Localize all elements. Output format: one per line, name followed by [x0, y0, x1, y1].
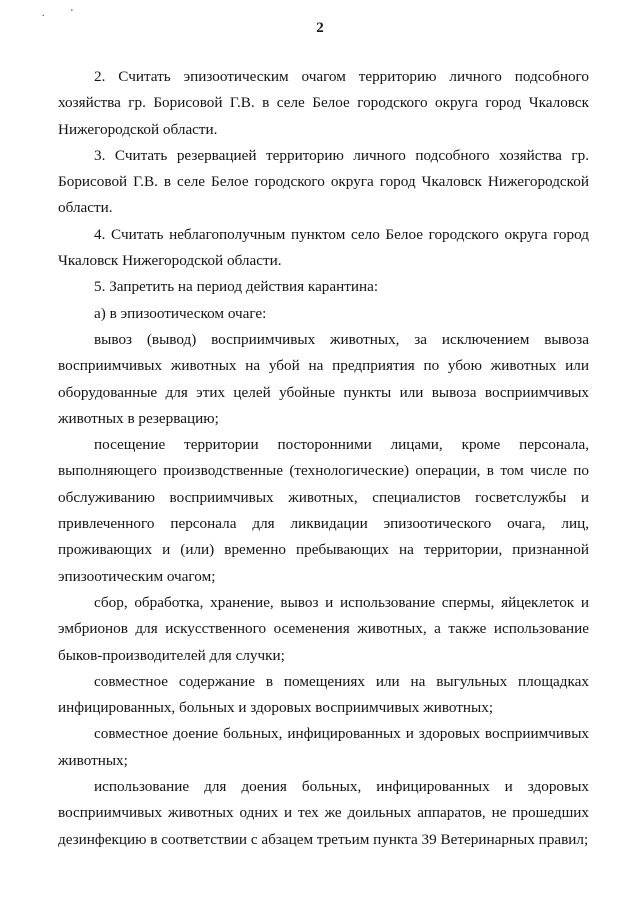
margin-mark: . ': [42, 8, 85, 19]
clause-visitor-access: посещение территории посторонними лицами, кроме персонала, выполняющего производственные (технологические) операции, в том числе по обслуживанию восприимчивых животных, специалистов госветслужбы и привлеченного персонала для ликвидации эпизоотического очага, лиц, проживающих и (или) временно пребывающих на территории, признанной эпизоотическим очагом;: [58, 436, 589, 585]
clause-joint-milking: совместное доение больных, инфицированных и здоровых восприимчивых животных;: [58, 725, 589, 769]
paragraph-item-2: 2. Считать эпизоотическим очагом территорию личного подсобного хозяйства гр. Борисовой Г.В. в селе Белое городского округа город Чкаловск Нижегородской области.: [58, 68, 589, 138]
paragraph-item-3: 3. Считать резервацией территорию личного подсобного хозяйства гр. Борисовой Г.В. в селе Белое городского округа город Чкаловск Нижегородской области.: [58, 146, 589, 217]
clause-joint-housing: совместное содержание в помещениях или на выгульных площадках инфицированных, больных и здоровых восприимчивых животных;: [58, 672, 589, 717]
document-body: [58, 64, 589, 853]
clause-animal-export: вывоз (вывод) восприимчивых животных, за исключением вывоза восприимчивых животных на убой на предприятия по убою животных или оборудованные для этих целей убойные пункты или вывоза восприимчивых животных в резервацию;: [58, 330, 589, 427]
clause-semen-embryos: сбор, обработка, хранение, вывоз и использование спермы, яйцеклеток и эмбрионов для искусственного осеменения животных, а также использование быков-производителей для случки;: [58, 593, 589, 664]
subparagraph-a: а) в эпизоотическом очаге:: [94, 304, 267, 322]
page-number: 2: [316, 20, 324, 36]
paragraph-item-5: 5. Запретить на период действия карантина:: [94, 278, 379, 296]
paragraph-item-4: 4. Считать неблагополучным пунктом село Белое городского округа город Чкаловск Нижегородской области.: [58, 225, 589, 270]
clause-milking-equipment: использование для доения больных, инфицированных и здоровых восприимчивых животных одних и тех же доильных аппаратов, не прошедших дезинфекцию в соответствии с абзацем третьим пункта 39 Ветеринарных правил;: [58, 778, 589, 848]
